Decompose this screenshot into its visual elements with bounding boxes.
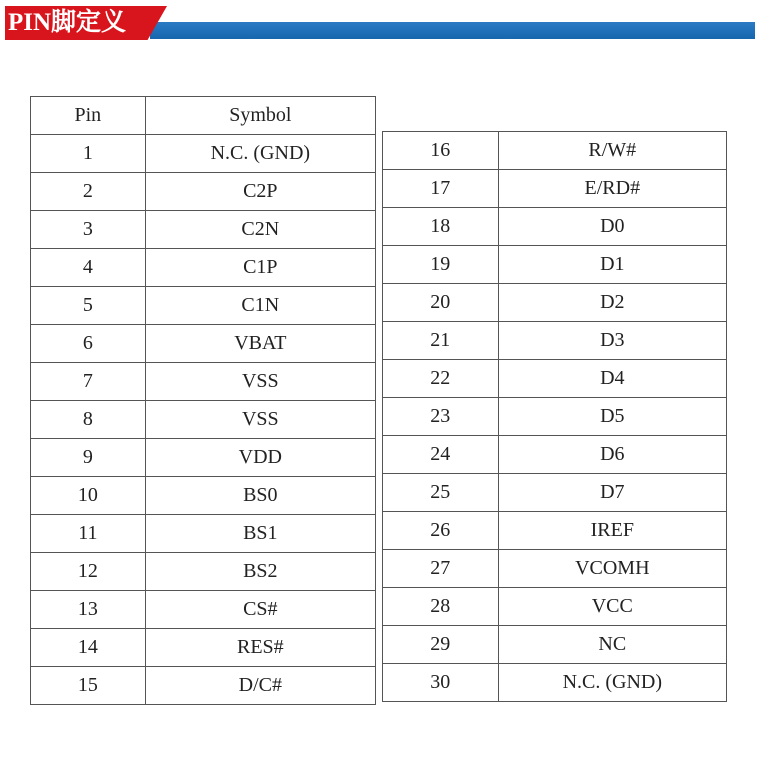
table-row [31, 173, 376, 211]
table-row [31, 363, 376, 401]
pin-number: 23 [383, 398, 499, 436]
pin-number: 16 [383, 132, 499, 170]
table-row [383, 512, 727, 550]
pin-number: 19 [383, 246, 499, 284]
pin-symbol: VCOMH [498, 550, 726, 588]
pin-symbol: C1P [145, 249, 375, 287]
table-row [31, 667, 376, 705]
pin-symbol: N.C. (GND) [498, 664, 726, 702]
table-row [31, 629, 376, 667]
table-row [383, 664, 727, 702]
pin-symbol: D5 [498, 398, 726, 436]
pin-symbol: N.C. (GND) [145, 135, 375, 173]
pin-number: 4 [31, 249, 146, 287]
pin-number: 1 [31, 135, 146, 173]
pin-symbol: BS1 [145, 515, 375, 553]
pin-number: 7 [31, 363, 146, 401]
table-row [383, 132, 727, 170]
pin-symbol: VSS [145, 363, 375, 401]
pin-number: 10 [31, 477, 146, 515]
table-row [31, 515, 376, 553]
pin-symbol: VBAT [145, 325, 375, 363]
banner-title: PIN脚定义 [8, 9, 127, 36]
banner-bar [150, 22, 755, 39]
pin-number: 17 [383, 170, 499, 208]
pin-number: 22 [383, 360, 499, 398]
table-row [383, 436, 727, 474]
header-pin: Pin [31, 97, 146, 135]
pin-table-left-body [31, 135, 376, 705]
pin-symbol: NC [498, 626, 726, 664]
pin-symbol: VDD [145, 439, 375, 477]
table-row [31, 591, 376, 629]
table-row [383, 626, 727, 664]
table-row [31, 211, 376, 249]
table-row [383, 284, 727, 322]
section-banner [0, 0, 760, 44]
pin-number: 28 [383, 588, 499, 626]
table-row [383, 170, 727, 208]
table-row [31, 477, 376, 515]
pin-symbol: D6 [498, 436, 726, 474]
pin-number: 14 [31, 629, 146, 667]
pin-symbol: E/RD# [498, 170, 726, 208]
pin-symbol: RES# [145, 629, 375, 667]
table-row [383, 208, 727, 246]
pin-symbol: D7 [498, 474, 726, 512]
table-row [383, 246, 727, 284]
table-row [31, 439, 376, 477]
table-row [383, 360, 727, 398]
pin-table-right [382, 131, 727, 702]
pin-symbol: C1N [145, 287, 375, 325]
pin-number: 24 [383, 436, 499, 474]
pin-symbol: CS# [145, 591, 375, 629]
table-row [31, 249, 376, 287]
pin-symbol: IREF [498, 512, 726, 550]
pin-table-left [30, 96, 376, 705]
table-row [383, 322, 727, 360]
pin-symbol: C2N [145, 211, 375, 249]
table-row [383, 588, 727, 626]
pin-symbol: D/C# [145, 667, 375, 705]
pin-number: 21 [383, 322, 499, 360]
pin-number: 27 [383, 550, 499, 588]
pin-number: 20 [383, 284, 499, 322]
pin-number: 8 [31, 401, 146, 439]
pin-table-right-body [383, 132, 727, 702]
table-header-row [31, 97, 376, 135]
table-row [383, 550, 727, 588]
pin-number: 25 [383, 474, 499, 512]
table-row [31, 287, 376, 325]
table-row [383, 474, 727, 512]
table-row [31, 135, 376, 173]
pin-number: 11 [31, 515, 146, 553]
pin-symbol: VSS [145, 401, 375, 439]
pin-symbol: BS2 [145, 553, 375, 591]
pin-symbol: D2 [498, 284, 726, 322]
pin-number: 29 [383, 626, 499, 664]
table-row [383, 398, 727, 436]
pin-symbol: D3 [498, 322, 726, 360]
pin-symbol: VCC [498, 588, 726, 626]
table-tail-ticks [30, 700, 376, 702]
table-row [31, 325, 376, 363]
pin-symbol: D4 [498, 360, 726, 398]
pin-symbol: D1 [498, 246, 726, 284]
pin-number: 26 [383, 512, 499, 550]
pin-symbol: BS0 [145, 477, 375, 515]
header-symbol: Symbol [145, 97, 375, 135]
pin-number: 6 [31, 325, 146, 363]
pin-symbol: D0 [498, 208, 726, 246]
pin-symbol: C2P [145, 173, 375, 211]
pin-symbol: R/W# [498, 132, 726, 170]
table-row [31, 553, 376, 591]
pin-number: 2 [31, 173, 146, 211]
pin-number: 13 [31, 591, 146, 629]
pin-number: 3 [31, 211, 146, 249]
pin-number: 9 [31, 439, 146, 477]
pin-number: 18 [383, 208, 499, 246]
pin-number: 5 [31, 287, 146, 325]
table-row [31, 401, 376, 439]
pin-number: 12 [31, 553, 146, 591]
pin-number: 30 [383, 664, 499, 702]
pin-number: 15 [31, 667, 146, 705]
